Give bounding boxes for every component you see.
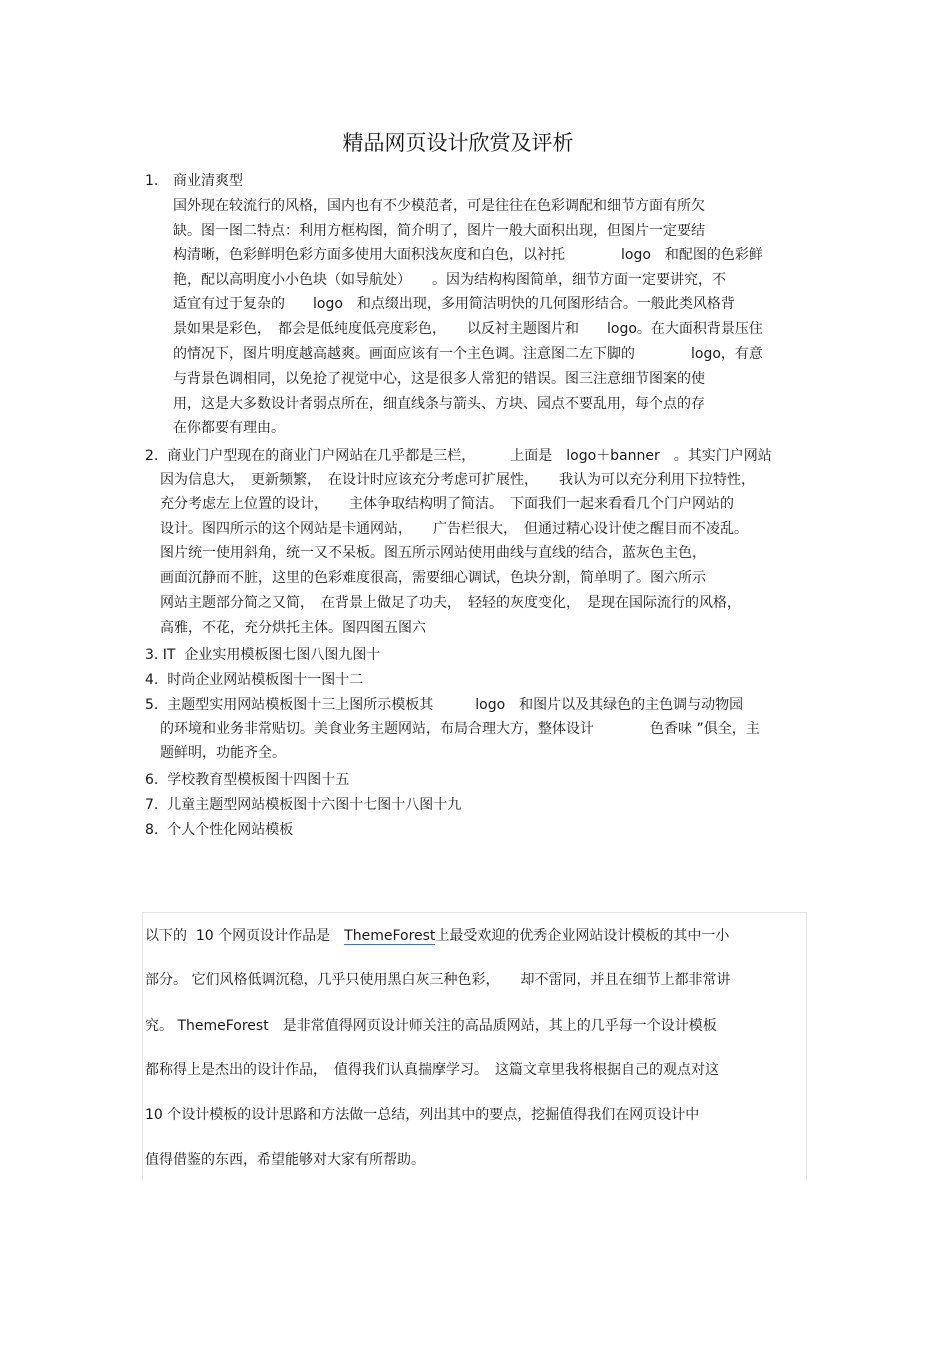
section-2-line: 网站主题部分简之又简， 在背景上做足了功夫， 轻轻的灰度变化， 是现在国际流行的风格， — [160, 595, 741, 611]
section-2-line: 高雅，不花，充分烘托主体。图四图五图六 — [160, 620, 426, 636]
section-1-line: 国外现在较流行的风格，国内也有不少模范者，可是往往在色彩调配和细节方面有所欠 — [173, 198, 705, 214]
intro-line: 都称得上是杰出的设计作品， 值得我们认真揣摩学习。 这篇文章里我将根据自己的观点对这 — [145, 1062, 719, 1078]
section-2-line: 图片统一使用斜角，统一又不呆板。图五所示网站使用曲线与直线的结合，蓝灰色主色， — [160, 545, 706, 561]
intro-line: 究。 ThemeForest 是非常值得网页设计师关注的高品质网站，其上的几乎每一个设计模板 — [145, 1018, 717, 1034]
list-item: 4. 时尚企业网站模板图十一图十二 — [145, 672, 364, 688]
intro-text: 上最受欢迎的优秀企业网站设计模板的其中一小 — [435, 928, 730, 944]
section-1-line: 景如果是彩色， 都会是低纯度低亮度彩色， 以反衬主题图片和 logo。在大面积背景压住 — [173, 321, 763, 337]
list-item: 5. 主题型实用网站模板图十三上图所示模板其 logo 和图片以及其绿色的主色调与动物园 — [145, 697, 744, 713]
list-item: 题鲜明，功能齐全。 — [160, 745, 286, 761]
intro-line: 10 个设计模板的设计思路和方法做一总结，列出其中的要点，挖掘值得我们在网页设计中 — [145, 1107, 700, 1123]
intro-text: 以下的 10 个网页设计作品是 — [145, 928, 345, 944]
intro-box — [142, 912, 807, 1180]
intro-line: 部分。 它们风格低调沉稳，几乎只使用黑白灰三种色彩， 却不雷同，并且在细节上都非常讲 — [145, 972, 731, 988]
list-item: 7. 儿童主题型网站模板图十六图十七图十八图十九 — [145, 797, 462, 813]
intro-line: 值得借鉴的东西，希望能够对大家有所帮助。 — [145, 1152, 425, 1168]
section-1-line: 适宜有过于复杂的 logo 和点缀出现，多用简洁明快的几何图形结合。一般此类风格背 — [173, 296, 735, 312]
section-1-number: 1. — [145, 173, 159, 189]
section-2-line: 2. 商业门户型现在的商业门户网站在几乎都是三栏， 上面是 logo＋banner 。其实门户网站 — [145, 448, 772, 464]
page-title: 精品网页设计欣赏及评析 — [342, 131, 574, 155]
section-1-heading: 商业清爽型 — [173, 173, 243, 189]
section-1-line: 缺。图一图二特点：利用方框构图，简介明了，图片一般大面积出现，但图片一定要结 — [173, 223, 705, 239]
list-item: 的环境和业务非常贴切。美食业务主题网站，布局合理大方，整体设计 色香味 ”俱全，主 — [160, 721, 760, 737]
section-1-line: 艳，配以高明度小小色块（如导航处） 。因为结构构图简单，细节方面一定要讲究，不 — [173, 272, 726, 288]
list-item: 6. 学校教育型模板图十四图十五 — [145, 772, 350, 788]
section-1-line: 用，这是大多数设计者弱点所在，细直线条与箭头、方块、园点不要乱用，每个点的存 — [173, 396, 705, 412]
section-1-line: 构清晰，色彩鲜明色彩方面多使用大面积浅灰度和白色，以衬托 logo 和配图的色彩鲜 — [173, 247, 763, 263]
list-item: 8. 个人个性化网站模板 — [145, 822, 294, 838]
section-2-line: 设计。图四所示的这个网站是卡通网站， 广告栏很大， 但通过精心设计使之醒目而不凌乱。 — [160, 521, 748, 537]
list-item: 3. IT 企业实用模板图七图八图九图十 — [145, 647, 381, 663]
section-2-line: 充分考虑左上位置的设计， 主体争取结构明了简洁。 下面我们一起来看看几个门户网站的 — [160, 496, 734, 512]
intro-line — [145, 927, 729, 945]
section-1-line: 在你都要有理由。 — [173, 420, 285, 436]
section-2-line: 画面沉静而不脏，这里的色彩难度很高，需要细心调试，色块分割，简单明了。图六所示 — [160, 570, 706, 586]
section-1-line: 的情况下，图片明度越高越爽。画面应该有一个主色调。注意图二左下脚的 logo，有意 — [173, 346, 763, 362]
section-2-line: 因为信息大， 更新频繁， 在设计时应该充分考虑可扩展性， 我认为可以充分利用下拉特性， — [160, 472, 755, 488]
themeforest-link[interactable]: ThemeForest — [344, 928, 436, 944]
section-1-line: 与背景色调相同，以免抢了视觉中心，这是很多人常犯的错误。图三注意细节图案的使 — [173, 371, 705, 387]
